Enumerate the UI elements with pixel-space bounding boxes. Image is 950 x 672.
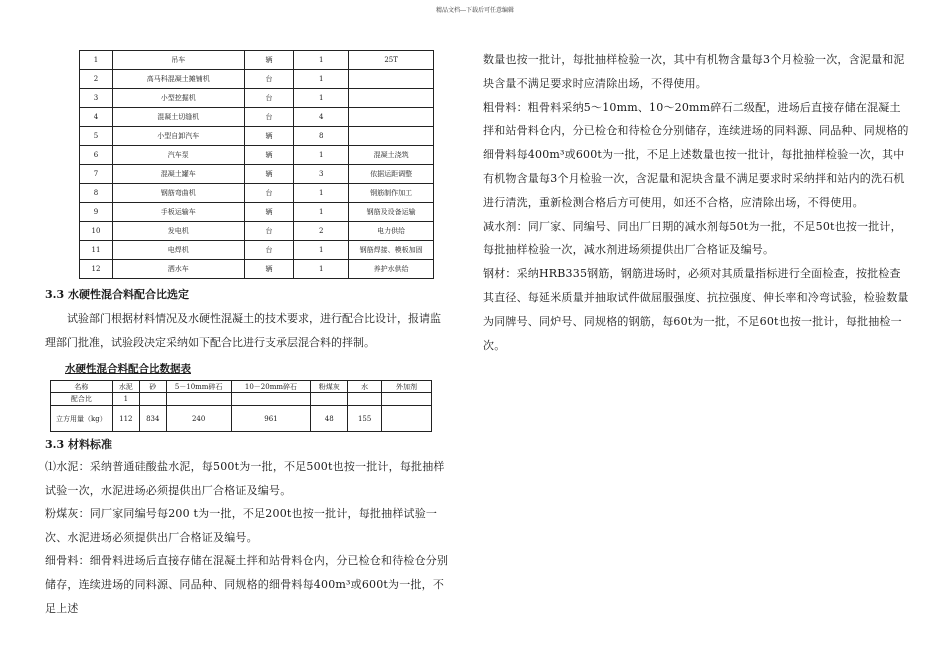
table-cell: 1 [294, 241, 349, 260]
materials-paragraph: ⑴水泥：采纳普通硅酸盐水泥，每500t为一批，不足500t也按一批计，每批抽样试验一次，水泥进场必须提供出厂合格证及编号。 [45, 460, 445, 497]
table-cell: 钢筋及设备运输 [349, 203, 434, 222]
table-cell: 1 [294, 203, 349, 222]
table-cell: 混凝土切缝机 [112, 108, 244, 127]
table-cell: 台 [244, 184, 294, 203]
table-cell: 台 [244, 241, 294, 260]
table-cell [349, 70, 434, 89]
table-cell: 1 [294, 146, 349, 165]
table-cell: 汽车泵 [112, 146, 244, 165]
mix-header-cell: 砂 [139, 381, 166, 393]
mix-dosage-cell [382, 406, 432, 432]
mix-header-cell: 水 [348, 381, 382, 393]
mix-ratio-cell: 1 [112, 393, 139, 406]
materials-left-column [45, 455, 455, 620]
equipment-table [79, 50, 434, 279]
materials-paragraph: 钢材：采纳HRB335钢筋，钢筋进场时，必须对其质量指标进行全面检查，按批检查其直径、每延米质量并抽取试件做屈服强度、抗拉强度、伸长率和冷弯试验，检验数量为同牌号、同炉号、同规格的钢筋，每60t为一批，不足60t也按一批计，每批抽检一次。 [483, 267, 909, 352]
table-cell: 8 [80, 184, 113, 203]
mix-dosage-cell: 48 [311, 406, 348, 432]
table-cell: 6 [80, 146, 113, 165]
table-cell: 8 [294, 127, 349, 146]
mix-dosage-cell: 834 [139, 406, 166, 432]
mix-header-cell: 名称 [51, 381, 113, 393]
table-cell: 小型挖掘机 [112, 89, 244, 108]
table-cell: 混凝土浇筑 [349, 146, 434, 165]
table-row [80, 146, 434, 165]
table-row [80, 184, 434, 203]
table-cell: 钢筋焊接、模板加固 [349, 241, 434, 260]
table-cell: 11 [80, 241, 113, 260]
mix-header-cell: 水泥 [112, 381, 139, 393]
table-cell [349, 127, 434, 146]
table-cell: 1 [294, 70, 349, 89]
table-cell: 台 [244, 108, 294, 127]
table-cell: 电焊机 [112, 241, 244, 260]
section-heading-materials: 3.3 材料标准 [45, 438, 112, 451]
mix-ratio-table [50, 380, 432, 432]
mix-header-cell: 外加剂 [382, 381, 432, 393]
mix-header-cell: 5－10mm碎石 [166, 381, 231, 393]
mix-ratio-cell [139, 393, 166, 406]
table-cell: 25T [349, 51, 434, 70]
mix-table-header-row [51, 381, 432, 393]
mix-dosage-cell: 112 [112, 406, 139, 432]
table-cell: 台 [244, 70, 294, 89]
materials-right-column [483, 48, 909, 357]
table-cell [349, 108, 434, 127]
table-row [80, 165, 434, 184]
mix-ratio-cell [311, 393, 348, 406]
table-cell: 1 [294, 51, 349, 70]
table-cell: 1 [294, 260, 349, 279]
table-cell: 2 [294, 222, 349, 241]
table-cell: 2 [80, 70, 113, 89]
table-row [80, 51, 434, 70]
table-cell: 钢筋弯曲机 [112, 184, 244, 203]
table-row [80, 203, 434, 222]
table-cell: 3 [80, 89, 113, 108]
mix-table-ratio-row [51, 393, 432, 406]
table-row [80, 241, 434, 260]
table-cell: 小型自卸汽车 [112, 127, 244, 146]
mix-table-dosage-row [51, 406, 432, 432]
materials-paragraph: 数量也按一批计，每批抽样检验一次，其中有机物含量每3个月检验一次，含泥量和泥块含量不满足要求时应清除出场，不得使用。 [483, 53, 905, 90]
mix-ratio-cell [166, 393, 231, 406]
table-cell: 洒水车 [112, 260, 244, 279]
table-row [80, 70, 434, 89]
table-cell: 高马科混凝土摊铺机 [112, 70, 244, 89]
table-cell: 辆 [244, 165, 294, 184]
table-cell: 依据运距调整 [349, 165, 434, 184]
materials-paragraph: 粉煤灰：同厂家同编号每200 t为一批，不足200t也按一批计，每批抽样试验一次、水泥进场必须提供出厂合格证及编号。 [45, 507, 438, 544]
table-cell: 4 [294, 108, 349, 127]
table-cell: 1 [294, 89, 349, 108]
table-cell: 钢筋制作加工 [349, 184, 434, 203]
table-cell: 7 [80, 165, 113, 184]
mix-ratio-cell [348, 393, 382, 406]
mix-paragraph: 试验部门根据材料情况及水硬性混凝土的技术要求，进行配合比设计，报请监理部门批准，试验段决定采纳如下配合比进行支承层混合料的拌制。 [45, 312, 441, 349]
table-cell: 台 [244, 222, 294, 241]
table-cell: 9 [80, 203, 113, 222]
page-header: 精品文档---下载后可任意编辑 [435, 7, 515, 14]
table-cell: 混凝土罐车 [112, 165, 244, 184]
table-cell: 台 [244, 89, 294, 108]
table-cell: 4 [80, 108, 113, 127]
table-cell [349, 89, 434, 108]
table-cell: 发电机 [112, 222, 244, 241]
table-row [80, 260, 434, 279]
table-cell: 5 [80, 127, 113, 146]
table-row [80, 108, 434, 127]
mix-table-title: 水硬性混合料配合比数据表 [65, 363, 191, 375]
mix-ratio-label: 配合比 [51, 393, 113, 406]
mix-dosage-cell: 240 [166, 406, 231, 432]
table-cell: 手板运输车 [112, 203, 244, 222]
table-cell: 辆 [244, 203, 294, 222]
table-cell: 12 [80, 260, 113, 279]
mix-ratio-cell [382, 393, 432, 406]
table-row [80, 127, 434, 146]
table-cell: 辆 [244, 146, 294, 165]
mix-dosage-cell: 961 [231, 406, 311, 432]
table-row [80, 222, 434, 241]
table-cell: 10 [80, 222, 113, 241]
table-cell: 1 [80, 51, 113, 70]
table-cell: 养护水供给 [349, 260, 434, 279]
mix-ratio-cell [231, 393, 311, 406]
table-cell: 3 [294, 165, 349, 184]
table-cell: 1 [294, 184, 349, 203]
table-row [80, 89, 434, 108]
mix-header-cell: 10－20mm碎石 [231, 381, 311, 393]
mix-header-cell: 粉煤灰 [311, 381, 348, 393]
mix-dosage-label: 立方用量（kg） [51, 406, 113, 432]
table-cell: 电力供给 [349, 222, 434, 241]
mix-dosage-cell: 155 [348, 406, 382, 432]
table-cell: 辆 [244, 260, 294, 279]
table-cell: 吊车 [112, 51, 244, 70]
materials-paragraph: 减水剂：同厂家、同编号、同出厂日期的减水剂每50t为一批，不足50t也按一批计，每批抽样检验一次，减水剂进场须提供出厂合格证及编号。 [483, 219, 902, 257]
materials-paragraph: 细骨料：细骨料进场后直接存储在混凝土拌和站骨料仓内，分已检仓和待检仓分别储存，连续进场的同料源、同品种、同规格的细骨料每400m³或600t为一批，不足上述 [45, 554, 449, 615]
table-cell: 辆 [244, 127, 294, 146]
materials-paragraph: 粗骨料：粗骨料采纳5～10mm、10～20mm碎石二级配，进场后直接存储在混凝土拌和站骨料仓内，分已检仓和待检仓分别储存，连续进场的同料源、同品种、同规格的细骨料每400m³或600t为一批，不足上述数量也按一批计，每批抽样检验一次，其中有机物含量每3个月检验一次，含泥量和泥块含量不满足要求时采纳拌和站内的洗石机进行清洗，重新检测合格后方可使用，如还不合格，应清除出场，不得使用。 [483, 100, 909, 209]
section-heading-mix: 3.3 水硬性混合料配合比选定 [45, 288, 189, 301]
table-cell: 辆 [244, 51, 294, 70]
